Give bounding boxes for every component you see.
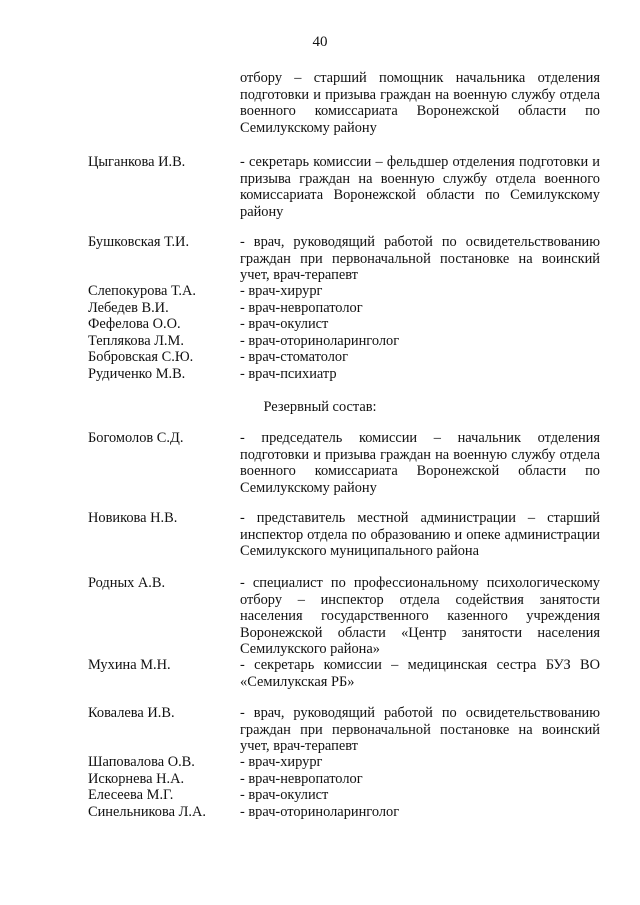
member-name: Бушковская Т.И. (88, 234, 190, 250)
reserve-heading: Резервный состав: (263, 399, 377, 415)
member-role: - врач-стоматолог (240, 349, 349, 365)
member-role: - врач, руководящий работой по освидетельствованию граждан при первоначальной постановке на воинский учет, врач-терапевт (240, 234, 600, 283)
member-role: - секретарь комиссии – медицинская сестра БУЗ ВО «Семилукская РБ» (240, 657, 600, 690)
member-role: - врач-оториноларинголог (240, 332, 400, 349)
member-role: - специалист по профессиональному психологическому отбору – инспектор отдела содействия занятости населения государственного казенного учреждения Воронежской области «Центр занятости населения Семилукского района» (240, 575, 600, 657)
member-role: - врач-окулист (240, 316, 329, 332)
member-name: Богомолов С.Д. (88, 430, 184, 446)
member-role: - врач-хирург (240, 283, 323, 299)
member-role: - представитель местной администрации – старший инспектор отдела по образованию и опеке администрации Семилукского муниципального района (240, 510, 600, 559)
member-name: Бобровская С.Ю. (88, 349, 194, 365)
member-role: - врач-невропатолог (240, 299, 363, 316)
member-name: Шаповалова О.В. (88, 754, 195, 770)
member-name: Искорнева Н.А. (88, 770, 185, 787)
member-name: Новикова Н.В. (88, 510, 178, 526)
member-name: Мухина М.Н. (88, 657, 171, 673)
member-name: Синельникова Л.А. (88, 803, 206, 820)
member-name: Рудиченко М.В. (88, 365, 186, 382)
member-name: Ковалева И.В. (88, 705, 175, 721)
member-name: Елесеева М.Г. (88, 787, 174, 803)
member-name: Слепокурова Т.А. (88, 283, 196, 299)
member-role: - председатель комиссии – начальник отделения подготовки и призыва граждан на военную службу отдела военного комиссариата Воронежской области по Семилукскому району (240, 430, 600, 496)
member-role: - врач, руководящий работой по освидетельствованию граждан при первоначальной постановке на воинский учет, врач-терапевт (240, 705, 600, 754)
member-role: - врач-окулист (240, 787, 329, 803)
member-name: Лебедев В.И. (88, 299, 169, 316)
page-number: 40 (312, 34, 328, 50)
member-role: - врач-хирург (240, 754, 323, 770)
member-name: Родных А.В. (88, 575, 166, 591)
member-role: - врач-невропатолог (240, 770, 363, 787)
member-role: - врач-оториноларинголог (240, 803, 400, 820)
member-role: - врач-психиатр (240, 365, 337, 382)
member-name: Теплякова Л.М. (88, 332, 184, 349)
continuation-text: отбору – старший помощник начальника отделения подготовки и призыва граждан на военную службу отдела военного комиссариата Воронежской области по Семилукскому району (240, 70, 600, 136)
member-role: - секретарь комиссии – фельдшер отделения подготовки и призыва граждан на военную службу отдела военного комиссариата Воронежской области по Семилукскому району (240, 154, 600, 220)
member-name: Фефелова О.О. (88, 316, 181, 332)
member-name: Цыганкова И.В. (88, 154, 186, 170)
